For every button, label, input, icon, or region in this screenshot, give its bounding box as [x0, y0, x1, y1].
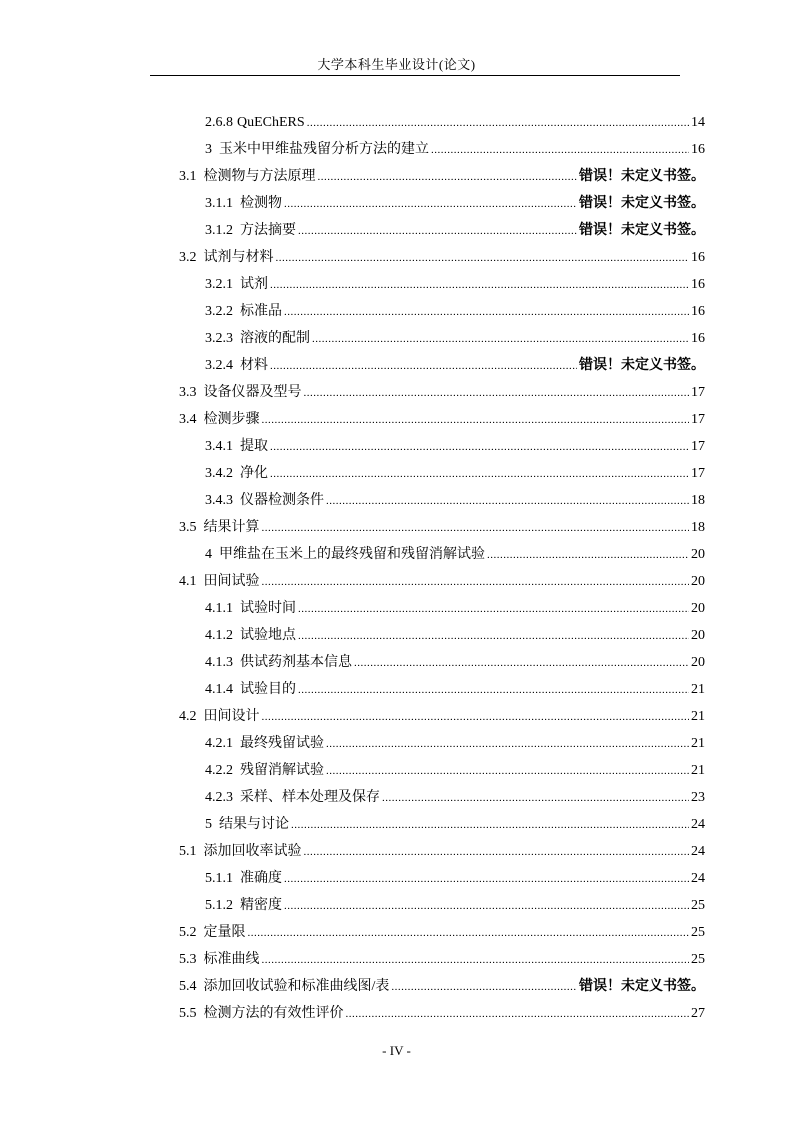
toc-entry[interactable]: [179, 919, 705, 946]
toc-entry-number: 4.1.2: [205, 628, 233, 643]
toc-entry[interactable]: [205, 730, 705, 757]
toc-entry-page: 17: [691, 412, 705, 427]
toc-entry-title: 提取: [240, 439, 268, 454]
toc-entry-page: 21: [691, 709, 705, 724]
toc-entry-page: 17: [691, 466, 705, 481]
toc-entry[interactable]: [205, 595, 705, 622]
toc-entry[interactable]: [205, 487, 705, 514]
toc-entry-title: 试验地点: [240, 628, 296, 643]
toc-entry-number: 3.2: [179, 250, 197, 265]
toc-entry-title: 甲维盐在玉米上的最终残留和残留消解试验: [219, 547, 485, 562]
toc-entry-page: 20: [691, 574, 705, 589]
toc-entry-page: 21: [691, 736, 705, 751]
toc-entry[interactable]: [205, 541, 705, 568]
toc-dot-leader: [326, 488, 689, 515]
toc-dot-leader: [326, 731, 689, 758]
toc-dot-leader: [248, 920, 690, 947]
toc-entry[interactable]: [205, 649, 705, 676]
toc-entry-number: 4.1.4: [205, 682, 233, 697]
toc-entry-page: 20: [691, 628, 705, 643]
toc-entry-page: 16: [691, 142, 705, 157]
toc-entry-number: 3: [205, 142, 212, 157]
toc-entry-title: 净化: [240, 466, 268, 481]
toc-dot-leader: [262, 407, 690, 434]
toc-entry-number: 3.3: [179, 385, 197, 400]
toc-entry-number: 5.1.1: [205, 871, 233, 886]
toc-entry-error-text: 错误！未定义书签。: [579, 978, 705, 994]
toc-entry-page: 16: [691, 250, 705, 265]
toc-entry-number: 4: [205, 547, 212, 562]
toc-dot-leader: [270, 434, 689, 461]
toc-entry[interactable]: [205, 784, 705, 811]
toc-entry-number: 3.2.3: [205, 331, 233, 346]
toc-dot-leader: [304, 839, 690, 866]
toc-entry-number: 5.1.2: [205, 898, 233, 913]
toc-entry-title: 试剂与材料: [203, 250, 274, 265]
toc-dot-leader: [284, 191, 577, 218]
toc-entry-number: 3.4.1: [205, 439, 233, 454]
toc-entry-title: 标准曲线: [203, 952, 260, 967]
toc-entry[interactable]: [179, 514, 705, 541]
toc-entry[interactable]: [205, 190, 705, 217]
toc-entry-number: 3.2.2: [205, 304, 233, 319]
toc-entry-number: 5.3: [179, 952, 197, 967]
toc-entry-number: 5.4: [179, 979, 197, 994]
toc-entry[interactable]: [179, 379, 705, 406]
toc-entry-title: 供试药剂基本信息: [240, 655, 352, 670]
toc-entry-number: 4.1: [179, 574, 197, 589]
toc-entry-page: 18: [691, 520, 705, 535]
toc-entry-title: 检测物与方法原理: [203, 169, 316, 184]
toc-entry-title: 添加回收试验和标准曲线图/表: [203, 979, 390, 994]
toc-dot-leader: [270, 353, 577, 380]
toc-entry[interactable]: [205, 433, 705, 460]
toc-entry-error-text: 错误！未定义书签。: [579, 222, 705, 238]
toc-dot-leader: [270, 272, 689, 299]
toc-entry[interactable]: [205, 460, 705, 487]
toc-entry-error-text: 错误！未定义书签。: [579, 357, 705, 373]
toc-entry-number: 3.2.4: [205, 358, 233, 373]
toc-entry-number: 3.1.2: [205, 223, 233, 238]
toc-entry-error-text: 错误！未定义书签。: [579, 195, 705, 211]
toc-entry-number: 4.1.3: [205, 655, 233, 670]
toc-entry[interactable]: [205, 109, 705, 136]
toc-dot-leader: [318, 164, 578, 191]
toc-entry-title: 田间设计: [203, 709, 260, 724]
toc-dot-leader: [298, 596, 689, 623]
toc-dot-leader: [487, 542, 689, 569]
toc-dot-leader: [298, 218, 577, 245]
toc-entry-page: 18: [691, 493, 705, 508]
toc-entry-number: 5.2: [179, 925, 197, 940]
toc-dot-leader: [262, 515, 690, 542]
toc-dot-leader: [284, 299, 689, 326]
toc-entry[interactable]: [179, 1000, 705, 1027]
toc-entry-title: 定量限: [203, 925, 246, 940]
toc-entry[interactable]: [205, 676, 705, 703]
toc-entry-number: 3.1.1: [205, 196, 233, 211]
toc-entry-page: 20: [691, 655, 705, 670]
toc-entry-title: 试剂: [240, 277, 268, 292]
toc-dot-leader: [298, 623, 689, 650]
toc-entry-number: 3.2.1: [205, 277, 233, 292]
toc-dot-leader: [354, 650, 689, 677]
toc-entry-title: 仪器检测条件: [240, 493, 324, 508]
toc-entry-title: 准确度: [240, 871, 282, 886]
toc-entry-page: 24: [691, 844, 705, 859]
toc-entry-title: 精密度: [240, 898, 282, 913]
toc-entry-page: 21: [691, 763, 705, 778]
toc-entry-page: 24: [691, 817, 705, 832]
toc-dot-leader: [262, 947, 690, 974]
toc-entry-title: 试验时间: [240, 601, 296, 616]
toc-dot-leader: [291, 812, 689, 839]
toc-entry-page: 23: [691, 790, 705, 805]
toc-entry-number: 3.5: [179, 520, 197, 535]
toc-entry-error-text: 错误！未定义书签。: [579, 168, 705, 184]
toc-entry[interactable]: [179, 946, 705, 973]
toc-dot-leader: [307, 110, 689, 137]
toc-dot-leader: [284, 866, 689, 893]
toc-entry-title: 试验目的: [240, 682, 296, 697]
toc-entry[interactable]: [205, 352, 705, 379]
toc-entry-number: 4.2.3: [205, 790, 233, 805]
toc-dot-leader: [431, 137, 689, 164]
toc-entry-title: 检测物: [240, 196, 282, 211]
toc-entry-page: 25: [691, 952, 705, 967]
toc-entry-title: 溶液的配制: [240, 331, 310, 346]
toc-entry-title: 田间试验: [203, 574, 260, 589]
toc-entry[interactable]: [205, 865, 705, 892]
toc-entry-number: 4.1.1: [205, 601, 233, 616]
toc-entry[interactable]: [205, 811, 705, 838]
toc-entry-number: 4.2: [179, 709, 197, 724]
toc-dot-leader: [298, 677, 689, 704]
toc-entry-page: 17: [691, 385, 705, 400]
toc-entry-title: 结果与讨论: [219, 817, 289, 832]
toc-entry-number: 2.6.8: [205, 115, 233, 130]
toc-entry[interactable]: [205, 622, 705, 649]
toc-dot-leader: [304, 380, 690, 407]
toc-entry[interactable]: [205, 757, 705, 784]
toc-entry-title: 检测步骤: [203, 412, 260, 427]
toc-entry[interactable]: [179, 568, 705, 595]
toc-entry-page: 25: [691, 898, 705, 913]
toc-entry[interactable]: [205, 271, 705, 298]
toc-dot-leader: [262, 704, 690, 731]
toc-entry-number: 4.2.1: [205, 736, 233, 751]
toc-entry[interactable]: [179, 703, 705, 730]
toc-entry-title: 最终残留试验: [240, 736, 324, 751]
toc-entry-page: 27: [691, 1006, 705, 1021]
toc-entry-page: 17: [691, 439, 705, 454]
toc-entry-page: 21: [691, 682, 705, 697]
toc-dot-leader: [326, 758, 689, 785]
toc-entry-title: 玉米中甲维盐残留分析方法的建立: [219, 142, 429, 157]
toc-dot-leader: [382, 785, 689, 812]
toc-entry-number: 3.4.2: [205, 466, 233, 481]
toc-entry[interactable]: [205, 298, 705, 325]
toc-entry-title: 标准品: [240, 304, 282, 319]
toc-entry-page: 14: [691, 115, 705, 130]
toc-entry[interactable]: [179, 838, 705, 865]
toc-entry-title: 结果计算: [203, 520, 260, 535]
toc-entry[interactable]: [205, 217, 705, 244]
toc-entry-title: 方法摘要: [240, 223, 296, 238]
header-divider: [150, 75, 680, 76]
toc-entry[interactable]: [179, 406, 705, 433]
toc-entry-number: 3.4.3: [205, 493, 233, 508]
toc-entry-number: 5.5: [179, 1006, 197, 1021]
toc-entry-page: 16: [691, 331, 705, 346]
page-header: 大学本科生毕业设计(论文): [317, 57, 476, 72]
toc-entry-number: 5: [205, 817, 212, 832]
toc-entry-number: 5.1: [179, 844, 197, 859]
toc-entry-number: 3.4: [179, 412, 197, 427]
toc-entry-page: 24: [691, 871, 705, 886]
toc-entry-title: 材料: [240, 358, 268, 373]
page-number: - IV -: [382, 1043, 411, 1058]
toc-dot-leader: [312, 326, 689, 353]
toc-entry-page: 16: [691, 277, 705, 292]
toc-dot-leader: [276, 245, 690, 272]
toc-entry-title: 添加回收率试验: [203, 844, 302, 859]
toc-entry-page: 25: [691, 925, 705, 940]
toc-dot-leader: [284, 893, 689, 920]
toc-entry-number: 3.1: [179, 169, 197, 184]
toc-entry-page: 20: [691, 601, 705, 616]
toc-entry-title: QuEChERS: [237, 115, 305, 130]
toc-dot-leader: [270, 461, 689, 488]
toc-dot-leader: [346, 1001, 690, 1028]
toc-entry[interactable]: [205, 892, 705, 919]
toc-entry-title: 采样、样本处理及保存: [240, 790, 380, 805]
toc-entry[interactable]: [205, 325, 705, 352]
toc-entry-page: 20: [691, 547, 705, 562]
toc-entry-title: 设备仪器及型号: [203, 385, 302, 400]
toc-dot-leader: [262, 569, 690, 596]
toc-entry-title: 检测方法的有效性评价: [203, 1006, 344, 1021]
toc-entry[interactable]: [205, 136, 705, 163]
toc-entry-page: 16: [691, 304, 705, 319]
toc-dot-leader: [391, 974, 577, 1001]
toc-entry-number: 4.2.2: [205, 763, 233, 778]
toc-entry[interactable]: [179, 244, 705, 271]
toc-entry-title: 残留消解试验: [240, 763, 324, 778]
toc-entry[interactable]: [179, 163, 705, 190]
toc-entry[interactable]: [179, 973, 705, 1000]
